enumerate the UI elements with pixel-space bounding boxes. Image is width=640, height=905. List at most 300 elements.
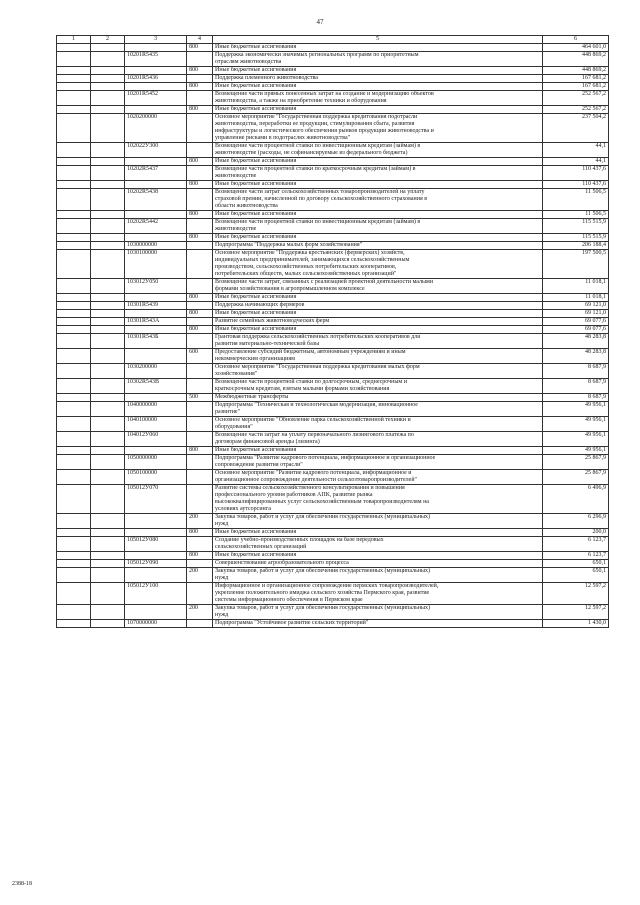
cell-col-5: Подпрограмма "Техническая и технологическая модернизация, инновационное развитие"	[213, 402, 543, 417]
cell-col-3: 10201R5435	[125, 52, 187, 67]
cell-col-3	[125, 529, 187, 537]
cell-col-6: 48 283,8	[543, 334, 609, 349]
cell-col-1	[57, 234, 91, 242]
cell-col-5: Возмещение части процентной ставки по инвестиционным кредитам (займам) в животноводстве (расходы, не софинансируемые из федерального бюджета)	[213, 143, 543, 158]
table-row	[57, 349, 609, 364]
cell-col-2	[91, 143, 125, 158]
cell-col-5: Поддержка племенного животноводства	[213, 75, 543, 83]
cell-col-3	[125, 181, 187, 189]
table-row	[57, 514, 609, 529]
table-row	[57, 250, 609, 279]
cell-col-1	[57, 83, 91, 91]
cell-col-6: 49 956,1	[543, 447, 609, 455]
cell-col-5: Иные бюджетные ассигнования	[213, 158, 543, 166]
header-col-2: 2	[91, 36, 125, 44]
cell-col-1	[57, 568, 91, 583]
table-row	[57, 402, 609, 417]
cell-col-3	[125, 158, 187, 166]
cell-col-6: 1 430,0	[543, 620, 609, 628]
cell-col-2	[91, 189, 125, 211]
cell-col-3	[125, 106, 187, 114]
table-row	[57, 485, 609, 514]
cell-col-3	[125, 447, 187, 455]
cell-col-2	[91, 326, 125, 334]
cell-col-3	[125, 83, 187, 91]
cell-col-4	[187, 143, 213, 158]
cell-col-6: 25 867,9	[543, 455, 609, 470]
cell-col-4	[187, 470, 213, 485]
cell-col-6: 11 018,1	[543, 294, 609, 302]
cell-col-5: Иные бюджетные ассигнования	[213, 326, 543, 334]
table-header-row	[57, 36, 609, 44]
table-row	[57, 75, 609, 83]
cell-col-2	[91, 455, 125, 470]
cell-col-1	[57, 364, 91, 379]
cell-col-6: 650,1	[543, 568, 609, 583]
cell-col-2	[91, 417, 125, 432]
cell-col-5: Иные бюджетные ассигнования	[213, 44, 543, 52]
cell-col-3	[125, 211, 187, 219]
cell-col-6: 25 867,9	[543, 470, 609, 485]
table-row	[57, 394, 609, 402]
cell-col-5: Иные бюджетные ассигнования	[213, 529, 543, 537]
cell-col-4	[187, 620, 213, 628]
cell-col-5: Основное мероприятие "Поддержка крестьянских (фермерских) хозяйств, индивидуальных предпринимателей, занимающихся сельскохозяйственным производством, сельскохозяйственных потребительских кооперативов, потребительских обществ, малых сельскохозяйственных организаций"	[213, 250, 543, 279]
page-number: 47	[316, 18, 324, 26]
cell-col-4	[187, 432, 213, 447]
cell-col-4	[187, 242, 213, 250]
cell-col-5: Поддержка экономически значимых региональных программ по приоритетным отраслям животноводства	[213, 52, 543, 67]
table-row	[57, 455, 609, 470]
cell-col-4	[187, 279, 213, 294]
cell-col-1	[57, 514, 91, 529]
cell-col-3	[125, 310, 187, 318]
cell-col-4: 800	[187, 67, 213, 75]
cell-col-3: 10301R543Б	[125, 334, 187, 349]
cell-col-5: Подпрограмма "Устойчивое развитие сельских территорий"	[213, 620, 543, 628]
cell-col-4: 200	[187, 568, 213, 583]
cell-col-3	[125, 234, 187, 242]
cell-col-2	[91, 181, 125, 189]
cell-col-2	[91, 106, 125, 114]
cell-col-3	[125, 514, 187, 529]
cell-col-3	[125, 44, 187, 52]
cell-col-3: 1030200000	[125, 364, 187, 379]
header-col-1: 1	[57, 36, 91, 44]
cell-col-1	[57, 432, 91, 447]
cell-col-1	[57, 166, 91, 181]
cell-col-1	[57, 394, 91, 402]
header-col-5: 5	[213, 36, 543, 44]
cell-col-6: 6 496,9	[543, 485, 609, 514]
cell-col-6: 197 500,5	[543, 250, 609, 279]
cell-col-3	[125, 552, 187, 560]
cell-col-3: 10202R5438	[125, 189, 187, 211]
cell-col-5: Основное мероприятие "Развитие кадрового потенциала, информационное и организационное сопровождение деятельности сельхозтоваропроизводителей"	[213, 470, 543, 485]
cell-col-1	[57, 211, 91, 219]
cell-col-2	[91, 219, 125, 234]
cell-col-2	[91, 44, 125, 52]
cell-col-5: Иные бюджетные ассигнования	[213, 234, 543, 242]
cell-col-4	[187, 417, 213, 432]
cell-col-2	[91, 83, 125, 91]
cell-col-3	[125, 326, 187, 334]
cell-col-6: 6 123,7	[543, 537, 609, 552]
cell-col-1	[57, 402, 91, 417]
cell-col-1	[57, 52, 91, 67]
cell-col-5: Основное мероприятие "Государственная поддержка кредитования малых форм хозяйствования"	[213, 364, 543, 379]
cell-col-1	[57, 158, 91, 166]
table-row	[57, 234, 609, 242]
table-row	[57, 219, 609, 234]
cell-col-5: Возмещение части процентной ставки по краткосрочным кредитам (займам) в животноводстве	[213, 166, 543, 181]
cell-col-2	[91, 364, 125, 379]
cell-col-6: 69 077,6	[543, 318, 609, 326]
cell-col-4: 500	[187, 394, 213, 402]
cell-col-6: 69 121,0	[543, 310, 609, 318]
cell-col-4: 800	[187, 158, 213, 166]
cell-col-4: 800	[187, 234, 213, 242]
cell-col-6: 44,1	[543, 158, 609, 166]
table-row	[57, 447, 609, 455]
cell-col-6: 8 687,9	[543, 394, 609, 402]
cell-col-2	[91, 552, 125, 560]
cell-col-6: 6 123,7	[543, 552, 609, 560]
cell-col-1	[57, 552, 91, 560]
cell-col-2	[91, 310, 125, 318]
cell-col-6: 48 283,8	[543, 349, 609, 364]
cell-col-4: 200	[187, 514, 213, 529]
cell-col-6: 12 597,2	[543, 583, 609, 605]
cell-col-5: Иные бюджетные ассигнования	[213, 67, 543, 75]
table-row	[57, 294, 609, 302]
cell-col-4: 600	[187, 349, 213, 364]
cell-col-1	[57, 44, 91, 52]
cell-col-3	[125, 349, 187, 364]
header-col-6: 6	[543, 36, 609, 44]
cell-col-3: 1050000000	[125, 455, 187, 470]
cell-col-6: 110 437,6	[543, 166, 609, 181]
cell-col-2	[91, 470, 125, 485]
cell-col-2	[91, 242, 125, 250]
cell-col-5: Иные бюджетные ассигнования	[213, 552, 543, 560]
cell-col-3: 105012У070	[125, 485, 187, 514]
cell-col-1	[57, 326, 91, 334]
cell-col-4	[187, 250, 213, 279]
cell-col-3: 1030000000	[125, 242, 187, 250]
cell-col-6: 650,1	[543, 560, 609, 568]
cell-col-2	[91, 402, 125, 417]
cell-col-2	[91, 529, 125, 537]
cell-col-3: 104012У060	[125, 432, 187, 447]
table-row	[57, 91, 609, 106]
cell-col-1	[57, 470, 91, 485]
table-row	[57, 114, 609, 143]
cell-col-1	[57, 91, 91, 106]
table-row	[57, 67, 609, 75]
cell-col-2	[91, 250, 125, 279]
cell-col-5: Иные бюджетные ассигнования	[213, 211, 543, 219]
cell-col-6: 69 121,0	[543, 302, 609, 310]
table-row	[57, 83, 609, 91]
budget-table	[56, 35, 609, 628]
cell-col-4	[187, 166, 213, 181]
table-row	[57, 326, 609, 334]
cell-col-6: 49 956,1	[543, 432, 609, 447]
cell-col-6: 448 869,2	[543, 67, 609, 75]
cell-col-3: 1040000000	[125, 402, 187, 417]
cell-col-5: Информационное и организационное сопровождение пермских товаропроизводителей, укрепление положительного имиджа сельского хозяйства Пермского края, развитие системы информационного обеспечения в Пермском крае	[213, 583, 543, 605]
table-row	[57, 620, 609, 628]
cell-col-4	[187, 334, 213, 349]
cell-col-2	[91, 67, 125, 75]
cell-col-6: 8 687,9	[543, 364, 609, 379]
cell-col-1	[57, 219, 91, 234]
cell-col-5: Основное мероприятие "Государственная поддержка кредитования подотрасли животноводства, переработки ее продукции, стимулирования сбыта, развития инфраструктуры и логистического обеспечения рынков продукции животноводства и управление рисками в подотраслях животноводства"	[213, 114, 543, 143]
cell-col-1	[57, 537, 91, 552]
cell-col-4	[187, 219, 213, 234]
table-row	[57, 605, 609, 620]
cell-col-2	[91, 432, 125, 447]
cell-col-2	[91, 568, 125, 583]
cell-col-2	[91, 560, 125, 568]
cell-col-2	[91, 485, 125, 514]
cell-col-6: 252 567,2	[543, 106, 609, 114]
cell-col-5: Возмещение части затрат на уплату первоначального лизингового платежа по договорам финансовой аренды (лизинга)	[213, 432, 543, 447]
cell-col-6: 252 567,2	[543, 91, 609, 106]
cell-col-2	[91, 294, 125, 302]
cell-col-5: Межбюджетные трансферты	[213, 394, 543, 402]
footer-code: 2388-18	[12, 881, 32, 887]
cell-col-1	[57, 560, 91, 568]
cell-col-1	[57, 279, 91, 294]
cell-col-5: Иные бюджетные ассигнования	[213, 294, 543, 302]
table-row	[57, 166, 609, 181]
table-row	[57, 158, 609, 166]
cell-col-4	[187, 364, 213, 379]
cell-col-4	[187, 402, 213, 417]
cell-col-5: Иные бюджетные ассигнования	[213, 83, 543, 91]
cell-col-3: 10202R5437	[125, 166, 187, 181]
cell-col-6: 115 515,9	[543, 234, 609, 242]
cell-col-4	[187, 583, 213, 605]
cell-col-5: Возмещение части затрат сельскохозяйственных товаропроизводителей на уплату страховой премии, начисленной по договору сельскохозяйственного страхования в области животноводства	[213, 189, 543, 211]
cell-col-4: 800	[187, 83, 213, 91]
cell-col-2	[91, 114, 125, 143]
cell-col-4	[187, 379, 213, 394]
cell-col-2	[91, 334, 125, 349]
cell-col-2	[91, 620, 125, 628]
cell-col-1	[57, 294, 91, 302]
table-row	[57, 470, 609, 485]
cell-col-1	[57, 620, 91, 628]
cell-col-1	[57, 189, 91, 211]
table-row	[57, 379, 609, 394]
cell-col-3: 10201R5436	[125, 75, 187, 83]
cell-col-6: 167 681,2	[543, 75, 609, 83]
table-row	[57, 242, 609, 250]
table-row	[57, 529, 609, 537]
cell-col-2	[91, 158, 125, 166]
cell-col-2	[91, 318, 125, 326]
cell-col-4: 800	[187, 529, 213, 537]
cell-col-4	[187, 537, 213, 552]
table-row	[57, 279, 609, 294]
cell-col-5: Иные бюджетные ассигнования	[213, 447, 543, 455]
table-row	[57, 44, 609, 52]
cell-col-2	[91, 302, 125, 310]
cell-col-1	[57, 447, 91, 455]
cell-col-4: 800	[187, 106, 213, 114]
header-col-4: 4	[187, 36, 213, 44]
cell-col-1	[57, 605, 91, 620]
cell-col-5: Создание учебно-производственных площадок на базе передовых сельскохозяйственных организаций	[213, 537, 543, 552]
cell-col-5: Возмещение части прямых понесенных затрат на создание и модернизацию объектов животноводства, а также на приобретение техники и оборудования	[213, 91, 543, 106]
table-body	[57, 44, 609, 628]
cell-col-6: 11 506,5	[543, 211, 609, 219]
cell-col-6: 115 515,9	[543, 219, 609, 234]
cell-col-3	[125, 568, 187, 583]
cell-col-6: 49 956,1	[543, 402, 609, 417]
cell-col-4	[187, 52, 213, 67]
cell-col-1	[57, 75, 91, 83]
cell-col-5: Поддержка начинающих фермеров	[213, 302, 543, 310]
cell-col-5: Иные бюджетные ассигнования	[213, 106, 543, 114]
cell-col-5: Закупка товаров, работ и услуг для обеспечения государственных (муниципальных) нужд	[213, 568, 543, 583]
cell-col-4: 800	[187, 326, 213, 334]
header-col-3: 3	[125, 36, 187, 44]
cell-col-3: 1020200000	[125, 114, 187, 143]
cell-col-3	[125, 394, 187, 402]
cell-col-4	[187, 485, 213, 514]
cell-col-3: 1030100000	[125, 250, 187, 279]
table-row	[57, 310, 609, 318]
cell-col-5: Закупка товаров, работ и услуг для обеспечения государственных (муниципальных) нужд	[213, 605, 543, 620]
cell-col-3: 1040100000	[125, 417, 187, 432]
cell-col-2	[91, 447, 125, 455]
cell-col-2	[91, 279, 125, 294]
cell-col-4	[187, 560, 213, 568]
cell-col-5: Возмещение части процентной ставки по долгосрочным, среднесрочным и краткосрочным кредитам, взятым малыми формами хозяйствования	[213, 379, 543, 394]
table-row	[57, 537, 609, 552]
cell-col-1	[57, 485, 91, 514]
cell-col-3: 105012У100	[125, 583, 187, 605]
cell-col-5: Развитие семейных животноводческих ферм	[213, 318, 543, 326]
cell-col-3: 10301R543А	[125, 318, 187, 326]
cell-col-5: Предоставление субсидий бюджетным, автономным учреждениям и иным некоммерческим организациям	[213, 349, 543, 364]
table-row	[57, 552, 609, 560]
cell-col-3: 10201R5452	[125, 91, 187, 106]
cell-col-2	[91, 75, 125, 83]
cell-col-6: 12 597,2	[543, 605, 609, 620]
table-row	[57, 364, 609, 379]
cell-col-3: 10302R543В	[125, 379, 187, 394]
cell-col-5: Подпрограмма "Развитие кадрового потенциала, информационное и организационное сопровождение развития отрасли"	[213, 455, 543, 470]
cell-col-4	[187, 114, 213, 143]
cell-col-4: 800	[187, 447, 213, 455]
cell-col-1	[57, 334, 91, 349]
cell-col-2	[91, 349, 125, 364]
table-row	[57, 189, 609, 211]
table-row	[57, 583, 609, 605]
cell-col-3: 102022У300	[125, 143, 187, 158]
cell-col-4: 800	[187, 552, 213, 560]
cell-col-4	[187, 189, 213, 211]
cell-col-1	[57, 455, 91, 470]
cell-col-1	[57, 379, 91, 394]
table-row	[57, 52, 609, 67]
cell-col-4	[187, 75, 213, 83]
cell-col-6: 11 018,1	[543, 279, 609, 294]
cell-col-2	[91, 166, 125, 181]
cell-col-2	[91, 91, 125, 106]
table-row	[57, 106, 609, 114]
cell-col-6: 167 681,2	[543, 83, 609, 91]
cell-col-6: 8 687,9	[543, 379, 609, 394]
cell-col-4: 800	[187, 211, 213, 219]
cell-col-2	[91, 514, 125, 529]
cell-col-4: 800	[187, 310, 213, 318]
cell-col-6: 206 188,4	[543, 242, 609, 250]
cell-col-1	[57, 529, 91, 537]
cell-col-1	[57, 67, 91, 75]
table-row	[57, 560, 609, 568]
cell-col-6: 237 504,2	[543, 114, 609, 143]
cell-col-3	[125, 605, 187, 620]
cell-col-2	[91, 537, 125, 552]
cell-col-4: 800	[187, 181, 213, 189]
cell-col-1	[57, 143, 91, 158]
cell-col-5: Закупка товаров, работ и услуг для обеспечения государственных (муниципальных) нужд	[213, 514, 543, 529]
cell-col-1	[57, 349, 91, 364]
cell-col-5: Совершенствование агрообразовательного процесса	[213, 560, 543, 568]
cell-col-3	[125, 67, 187, 75]
cell-col-1	[57, 242, 91, 250]
table-row	[57, 334, 609, 349]
table-row	[57, 143, 609, 158]
cell-col-5: Иные бюджетные ассигнования	[213, 310, 543, 318]
cell-col-2	[91, 583, 125, 605]
cell-col-1	[57, 181, 91, 189]
cell-col-5: Грантовая поддержка сельскохозяйственных потребительских кооперативов для развития материально-технической базы	[213, 334, 543, 349]
cell-col-4: 800	[187, 44, 213, 52]
cell-col-4: 800	[187, 294, 213, 302]
table-row	[57, 211, 609, 219]
cell-col-4	[187, 302, 213, 310]
cell-col-4	[187, 455, 213, 470]
cell-col-1	[57, 417, 91, 432]
table-row	[57, 417, 609, 432]
cell-col-6: 448 869,2	[543, 52, 609, 67]
cell-col-2	[91, 605, 125, 620]
cell-col-6: 69 077,6	[543, 326, 609, 334]
cell-col-1	[57, 114, 91, 143]
cell-col-6: 44,1	[543, 143, 609, 158]
cell-col-5: Иные бюджетные ассигнования	[213, 181, 543, 189]
cell-col-2	[91, 234, 125, 242]
cell-col-4	[187, 318, 213, 326]
table-row	[57, 181, 609, 189]
cell-col-5: Развитие системы сельскохозяйственного консультирования и повышения профессионального уровня работников АПК, развитие рынка высококвалифицированных услуг сельскохозяйственным товаропроизводителям на условиях аутсорсинга	[213, 485, 543, 514]
cell-col-6: 11 506,5	[543, 189, 609, 211]
cell-col-5: Возмещение части затрат, связанных с реализацией проектной деятельности малыми формами хозяйствования в агропромышленном комплексе	[213, 279, 543, 294]
cell-col-3: 105012У090	[125, 560, 187, 568]
cell-col-6: 200,0	[543, 529, 609, 537]
cell-col-5: Основное мероприятие "Обновление парка сельскохозяйственной техники и оборудования"	[213, 417, 543, 432]
cell-col-3: 105012У080	[125, 537, 187, 552]
cell-col-3: 103012У050	[125, 279, 187, 294]
table-row	[57, 318, 609, 326]
